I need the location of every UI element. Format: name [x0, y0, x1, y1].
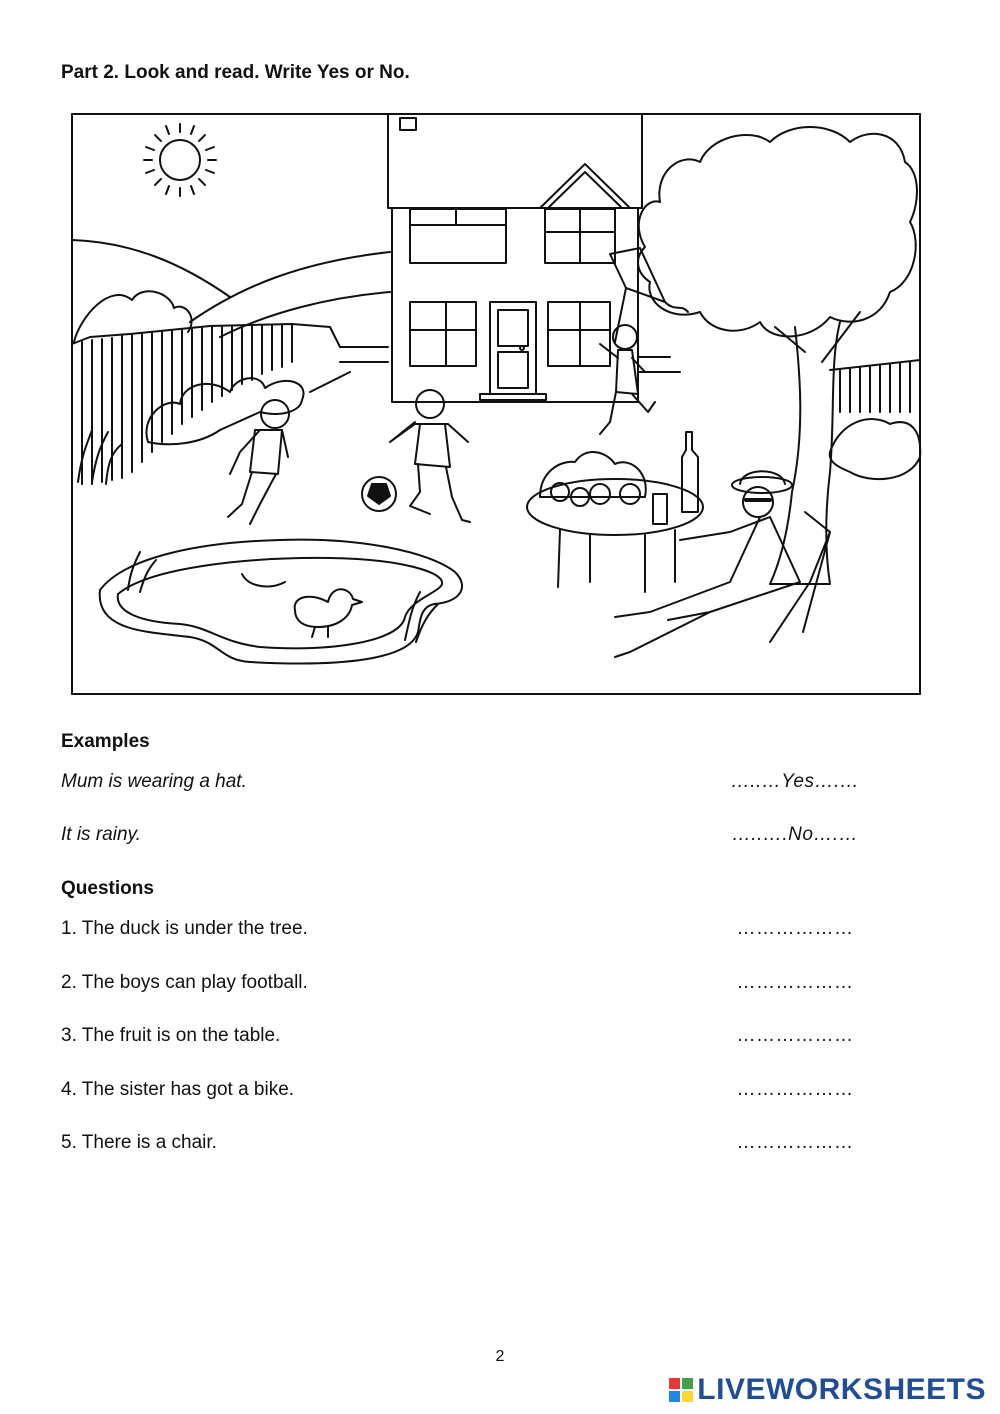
football [362, 477, 396, 511]
bush-middle [146, 378, 303, 444]
answer-blank[interactable]: ……………… [736, 1132, 854, 1153]
examples-heading: Examples [61, 731, 150, 752]
question-row [61, 1132, 921, 1158]
table-with-fruit [527, 432, 703, 592]
answer-blank[interactable]: ……………… [736, 1079, 854, 1100]
example-sentence: Mum is wearing a hat. [61, 771, 247, 792]
question-row [61, 972, 921, 998]
example-answer: …..….No….… [731, 824, 859, 845]
example-answer: …..…Yes….… [730, 771, 860, 792]
part-title: Part 2. Look and read. Write Yes or No. [61, 62, 410, 83]
house [388, 114, 642, 402]
answer-blank[interactable]: ……………… [736, 1025, 854, 1046]
garden-scene-illustration [70, 112, 922, 696]
questions-heading: Questions [61, 878, 154, 899]
brand-watermark [669, 1372, 986, 1408]
question-sentence: 4. The sister has got a bike. [61, 1079, 295, 1100]
liveworksheets-logo-icon [669, 1378, 693, 1402]
hills [72, 240, 390, 337]
fence [72, 324, 920, 484]
question-sentence: 5. There is a chair. [61, 1132, 217, 1153]
question-row [61, 1079, 921, 1105]
example-sentence: It is rainy. [61, 824, 141, 845]
mum-in-deckchair [615, 471, 830, 657]
question-row [61, 1025, 921, 1051]
page-number: 2 [495, 1348, 505, 1365]
boy-left [228, 400, 289, 524]
question-sentence: 3. The fruit is on the table. [61, 1025, 281, 1046]
tree [638, 127, 917, 584]
flowers-right [830, 419, 920, 479]
question-row [61, 918, 921, 944]
pond-with-duck [100, 540, 462, 664]
answer-blank[interactable]: ……………… [736, 918, 854, 939]
brand-name: LIVEWORKSHEETS [697, 1373, 986, 1406]
example-row [61, 824, 921, 850]
sun [144, 124, 216, 196]
boy-right [390, 390, 470, 522]
question-sentence: 1. The duck is under the tree. [61, 918, 308, 939]
grass-tuft [78, 430, 122, 484]
question-sentence: 2. The boys can play football. [61, 972, 308, 993]
answer-blank[interactable]: ……………… [736, 972, 854, 993]
example-row [61, 771, 921, 797]
